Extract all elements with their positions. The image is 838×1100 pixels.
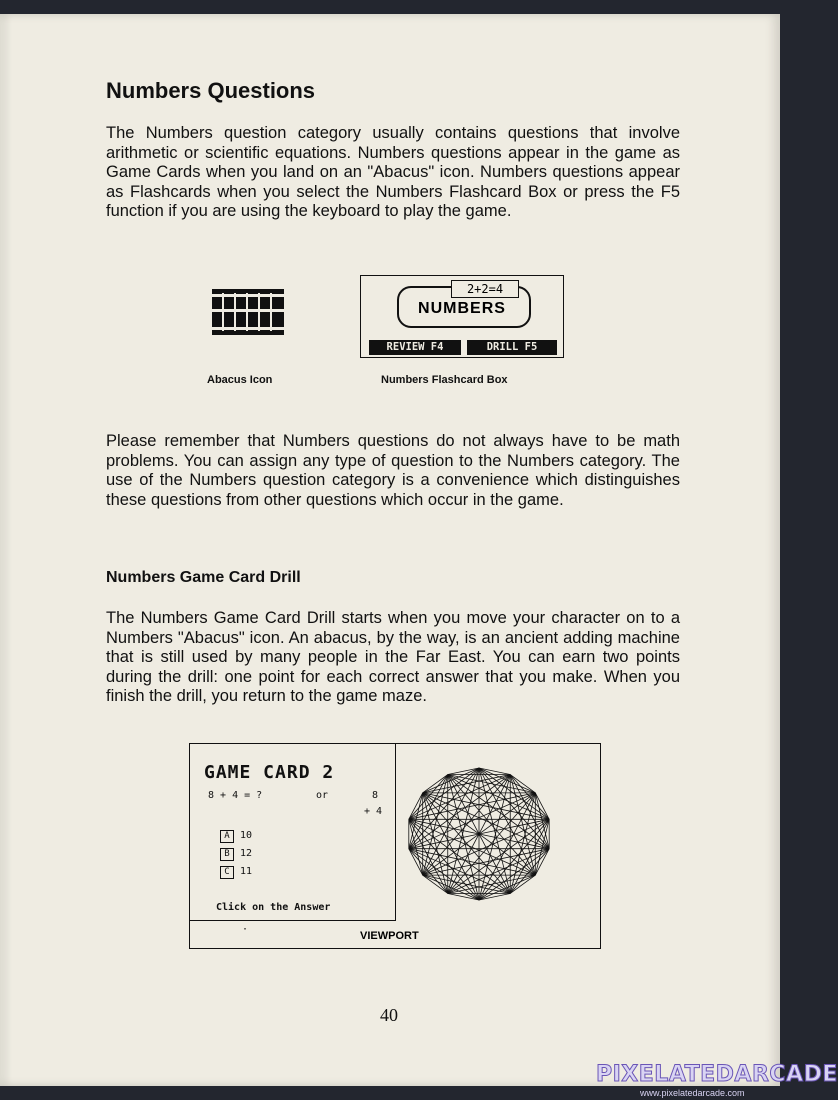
subsection-heading: Numbers Game Card Drill <box>106 569 301 586</box>
flashcard-equation: 2+2=4 <box>451 280 519 298</box>
abacus-icon <box>212 289 284 335</box>
polygram-line <box>409 819 535 875</box>
viewport-bullet: · <box>242 924 249 935</box>
answer-b-letter: B <box>220 848 234 861</box>
third-paragraph: The Numbers Game Card Drill starts when you move your character on to a Numbers "Abacus" icon. An abacus, by the way, is an ancient adding machine that is still used by many people in the Far East. You can earn two points during the drill: one point for each correct answer that you make. When you finish the drill, you return to the game maze. <box>106 609 680 706</box>
game-card-vertical-bottom: + 4 <box>364 806 383 817</box>
polygram-line <box>423 875 479 900</box>
flashcard-caption: Numbers Flashcard Box <box>381 374 508 386</box>
game-card-question: 8 + 4 = ? <box>208 790 263 801</box>
abacus-caption: Abacus Icon <box>207 374 273 386</box>
polygram-line <box>510 775 549 849</box>
viewport-figure <box>189 743 601 949</box>
polygram-graphic <box>404 764 554 904</box>
review-button[interactable]: REVIEW F4 <box>369 340 461 355</box>
flashcard-label: NUMBERS <box>418 300 506 317</box>
game-card <box>190 744 396 921</box>
game-card-or: or <box>316 790 329 801</box>
third-paragraph-wrap <box>106 609 680 707</box>
intro-paragraph: The Numbers question category usually contains questions that involve arithmetic or scientific equations. Numbers questions appear in the game as Game Cards when you land on an "Abacus" icon. Numbers questions appear as Flashcards when you select the Numbers Flashcard Box or press the F5 function if you are using the keyboard to play the game. <box>106 124 680 221</box>
watermark-logo: PIXELATEDARCADE <box>596 1062 838 1087</box>
watermark-url: www.pixelatedarcade.com <box>640 1088 745 1098</box>
polygram-line <box>409 775 448 849</box>
answer-c[interactable] <box>220 866 252 879</box>
game-card-title: GAME CARD 2 <box>204 762 335 783</box>
answer-a-letter: A <box>220 830 234 843</box>
click-instruction: Click on the Answer <box>216 902 331 913</box>
polygram-line <box>423 793 549 849</box>
drill-button[interactable]: DRILL F5 <box>467 340 557 355</box>
second-paragraph-wrap <box>106 432 680 510</box>
second-paragraph: Please remember that Numbers questions do not always have to be math problems. You can assign any type of question to the Numbers category. The use of the Numbers question category is a convenience which distinguishes these questions from other questions which occur in the game. <box>106 432 680 509</box>
answer-b-value: 12 <box>240 848 253 859</box>
polygram-line <box>409 819 448 893</box>
polygram-line <box>510 819 549 893</box>
page-number: 40 <box>380 1005 398 1025</box>
viewport-bottom-bar <box>190 922 600 948</box>
viewport-label: VIEWPORT <box>360 930 419 942</box>
answer-a[interactable] <box>220 830 252 843</box>
answer-b[interactable] <box>220 848 252 861</box>
intro-paragraph-wrap <box>106 124 680 222</box>
answer-c-letter: C <box>220 866 234 879</box>
answer-c-value: 11 <box>240 866 253 877</box>
answer-a-value: 10 <box>240 830 253 841</box>
section-heading: Numbers Questions <box>106 78 316 103</box>
game-card-vertical-top: 8 <box>372 790 379 801</box>
numbers-flashcard-box <box>360 275 564 358</box>
